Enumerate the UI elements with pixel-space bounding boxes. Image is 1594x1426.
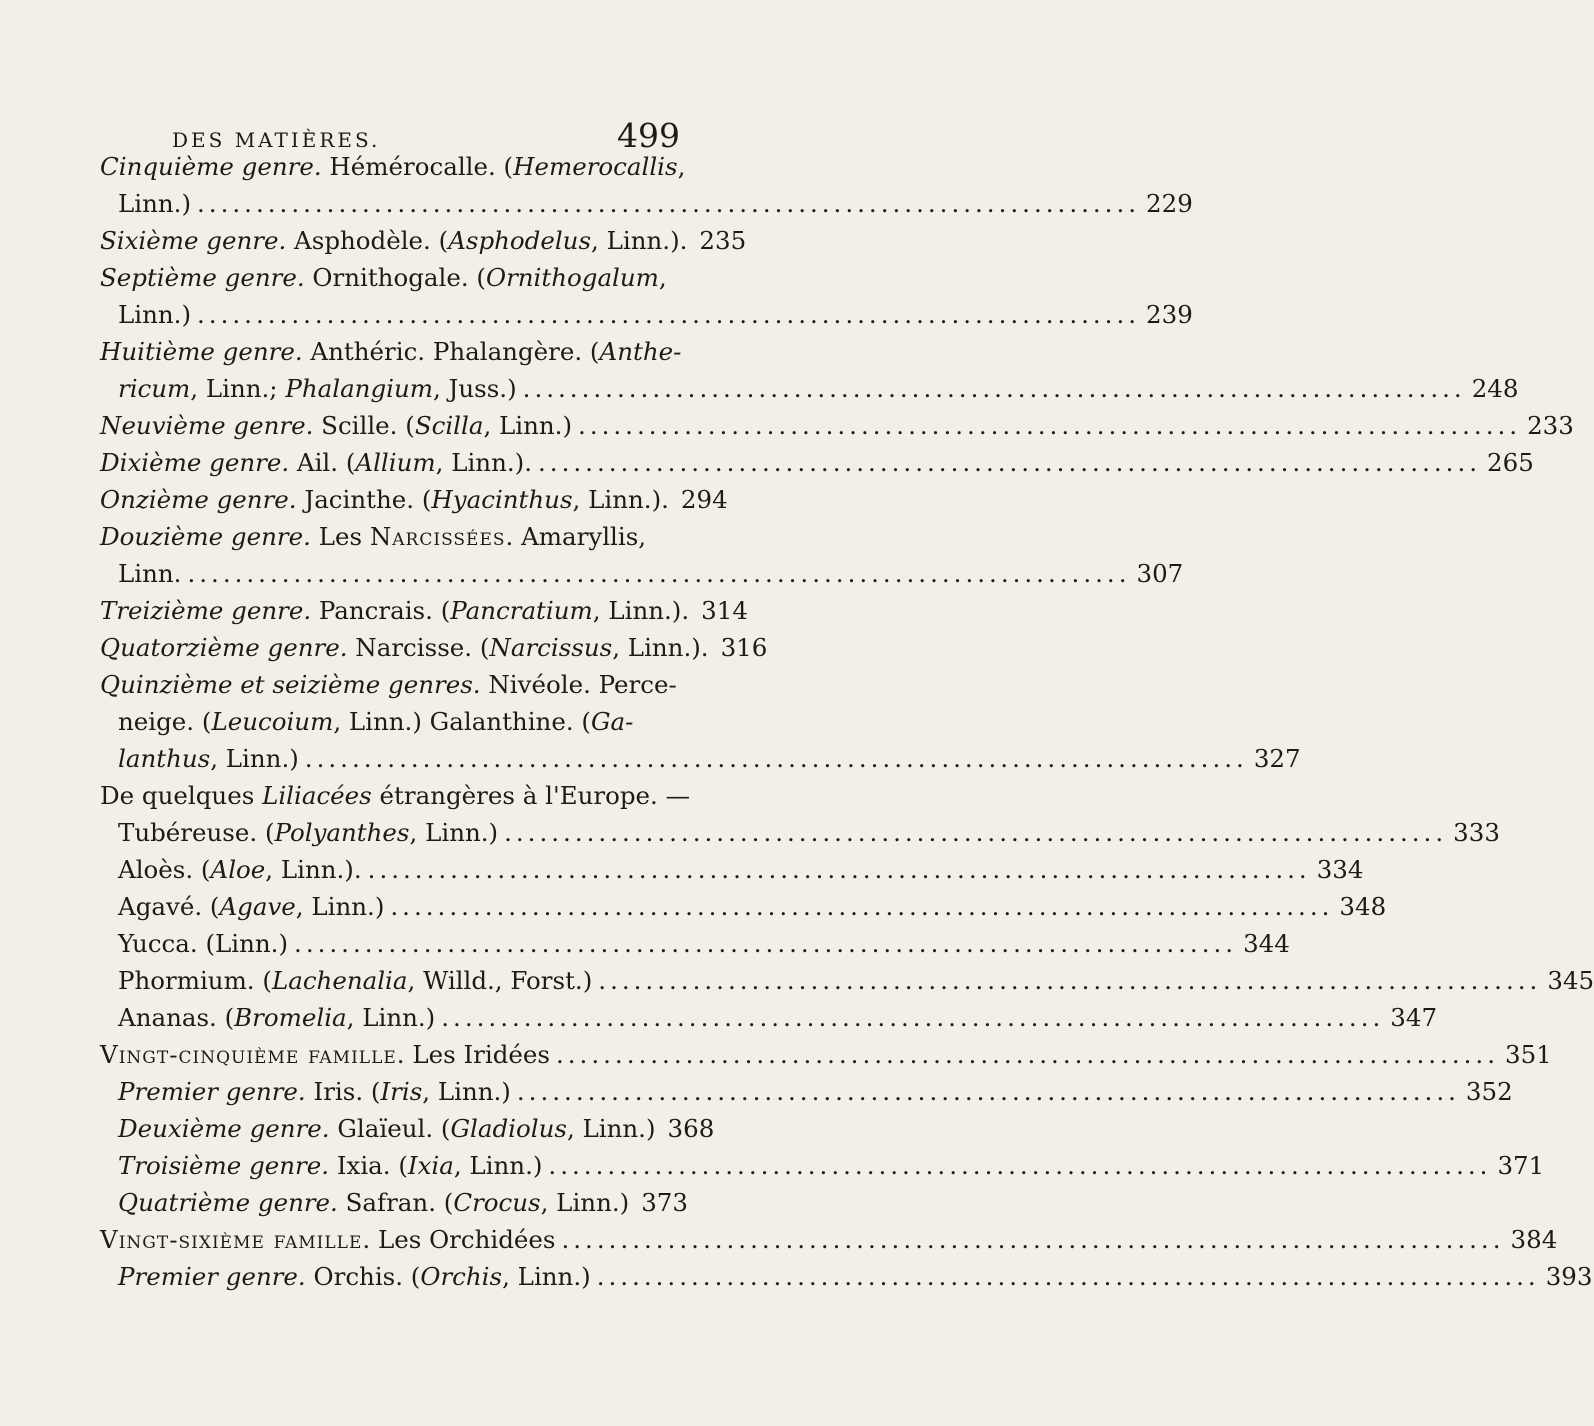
italic-text: Douzième genre. (100, 522, 311, 551)
entry-page-number: 314 (701, 596, 748, 625)
text-run: , Linn.) (502, 1262, 591, 1291)
text-run: Tubéreuse. ( (118, 818, 275, 847)
entry-text (118, 1147, 542, 1185)
entry-page-number: 307 (1136, 559, 1184, 588)
entry-page-number: 334 (1316, 855, 1364, 884)
toc-line (118, 888, 1387, 926)
entry-page-number: 384 (1510, 1225, 1558, 1254)
italic-text: Premier genre. (118, 1077, 306, 1106)
entry-text (118, 1073, 511, 1111)
entry-text (118, 370, 517, 408)
entry-text (118, 185, 191, 223)
entry-text (118, 296, 191, 334)
text-run: , Linn.). (435, 448, 532, 477)
italic-text: Ixia (407, 1151, 454, 1180)
text-run: Orchis. ( (305, 1262, 421, 1291)
text-run: , Linn.) (409, 818, 499, 847)
text-run: , Linn.). (265, 855, 362, 884)
text-run: Linn. (118, 559, 182, 588)
entry-text (118, 1110, 656, 1148)
italic-text: Cinquième genre. (100, 152, 322, 181)
italic-text: Premier genre. (118, 1262, 306, 1291)
running-head: DES MATIÈRES. (172, 128, 381, 152)
dot-leader: ................................................................................ (555, 1040, 1499, 1069)
dot-leader: ................................................................................ (516, 1077, 1460, 1106)
dot-leader: ................................................................................ (304, 744, 1248, 773)
entry-text (100, 259, 667, 297)
text-run: Agavé. ( (118, 892, 220, 921)
entry-page-number: 265 (1487, 448, 1534, 477)
entry-text (118, 888, 384, 926)
italic-text: Asphodelus (448, 226, 592, 255)
entry-text (100, 1036, 550, 1074)
dot-leader: ................................................................................ (294, 929, 1238, 958)
italic-text: Allium (355, 448, 436, 477)
toc-line (100, 666, 678, 704)
text-run: Yucca. (Linn.) (118, 929, 289, 958)
text-run: Narcisse. ( (347, 633, 490, 662)
small-caps-text: Narcissées (369, 522, 506, 551)
entry-text (100, 481, 669, 519)
toc-line (118, 740, 1301, 778)
dot-leader: ................................................................................ (598, 966, 1542, 995)
italic-text: Deuxième genre. (118, 1114, 330, 1143)
toc-line (118, 1073, 1513, 1111)
entry-page-number: 344 (1243, 929, 1290, 958)
italic-text: Narcissus (489, 633, 613, 662)
entry-text (118, 814, 498, 852)
dot-leader: ................................................................................ (578, 411, 1522, 440)
entry-page-number: 348 (1339, 892, 1387, 921)
italic-text: Crocus (453, 1188, 541, 1217)
text-run: , Linn.). (591, 226, 688, 255)
text-run: Asphodèle. ( (286, 226, 449, 255)
text-run: Linn.) (118, 189, 192, 218)
dot-leader: ................................................................................ (504, 818, 1448, 847)
text-run: Ananas. ( (118, 1003, 235, 1032)
text-run: , Linn.) (566, 1114, 656, 1143)
toc-line (100, 629, 768, 667)
text-run: Safran. ( (337, 1188, 454, 1217)
italic-text: Phalangium (285, 374, 433, 403)
italic-text: Scilla (414, 411, 484, 440)
italic-text: Ornithogalum (485, 263, 659, 292)
entry-text (118, 1184, 629, 1222)
text-run: Nivéole. Perce- (480, 670, 677, 699)
text-run: Ail. ( (289, 448, 356, 477)
entry-text (118, 703, 633, 741)
entry-page-number: 316 (720, 633, 768, 662)
entry-page-number: 233 (1527, 411, 1574, 440)
toc-line (118, 1258, 1593, 1296)
toc-line (118, 185, 1193, 223)
small-caps-text: Vingt-sixième famille (100, 1225, 363, 1254)
text-run: , (677, 152, 686, 181)
italic-text: Hemerocallis (513, 152, 678, 181)
page-number: 499 (617, 116, 680, 155)
toc-line (118, 962, 1594, 1000)
toc-line (100, 222, 747, 260)
italic-text: Bromelia (234, 1003, 347, 1032)
toc-line (118, 814, 1500, 852)
text-run: , Linn.) (210, 744, 299, 773)
italic-text: Huitième genre. (100, 337, 303, 366)
toc-line (100, 777, 691, 815)
italic-text: ricum (118, 374, 191, 403)
text-run: , Linn.) (346, 1003, 436, 1032)
italic-text: Septième genre. (100, 263, 305, 292)
text-run: Ornithogale. ( (304, 263, 486, 292)
italic-text: Quatorzième genre. (100, 633, 348, 662)
entry-page-number: 352 (1465, 1077, 1513, 1106)
entry-text (118, 999, 435, 1037)
entry-text (100, 1221, 555, 1259)
entry-page-number: 333 (1453, 818, 1500, 847)
toc-line (118, 1184, 688, 1222)
toc-line (118, 1110, 715, 1148)
text-run: Hémérocalle. ( (321, 152, 514, 181)
dot-leader: ................................................................................ (441, 1003, 1385, 1032)
entry-page-number: 345 (1547, 966, 1594, 995)
dot-leader: ................................................................................ (538, 448, 1482, 477)
text-run: , Linn.) (453, 1151, 543, 1180)
italic-text: lanthus (118, 744, 211, 773)
dot-leader: ................................................................................ (367, 855, 1311, 884)
dot-leader: ................................................................................ (522, 374, 1466, 403)
italic-text: Lachenalia (271, 966, 408, 995)
text-run: Scille. ( (313, 411, 415, 440)
entry-page-number: 351 (1505, 1040, 1552, 1069)
entry-text (100, 518, 646, 556)
entry-page-number: 368 (667, 1114, 715, 1143)
text-run: , Linn.; (190, 374, 286, 403)
text-run: Ixia. ( (329, 1151, 408, 1180)
entry-text (118, 555, 181, 593)
text-run: , Linn.). (592, 596, 690, 625)
italic-text: Agave (219, 892, 296, 921)
text-run: , Linn.) (483, 411, 573, 440)
dot-leader: ................................................................................ (561, 1225, 1505, 1254)
italic-text: Quinzième et seizième genres. (100, 670, 481, 699)
italic-text: Dixième genre. (100, 448, 290, 477)
entry-text (100, 777, 690, 815)
text-run: étrangères à l'Europe. — (371, 781, 691, 810)
entry-text (100, 148, 685, 186)
entry-page-number: 229 (1146, 189, 1193, 218)
italic-text: Leucoium (211, 707, 334, 736)
text-run: , Linn.) (295, 892, 385, 921)
text-run: Jacinthe. ( (296, 485, 432, 514)
entry-page-number: 373 (641, 1188, 688, 1217)
text-run: Aloès. ( (118, 855, 211, 884)
text-run: Phormium. ( (118, 966, 272, 995)
entry-text (100, 407, 572, 445)
entry-text (118, 962, 592, 1000)
italic-text: Neuvième genre. (100, 411, 314, 440)
italic-text: Gladiolus (450, 1114, 567, 1143)
text-run: Les (310, 522, 370, 551)
entry-page-number: 327 (1253, 744, 1301, 773)
toc-line (100, 259, 678, 297)
text-run: , Linn.). (612, 633, 709, 662)
entry-text (118, 925, 288, 963)
dot-leader: ................................................................................ (197, 189, 1141, 218)
text-run: neige. ( (118, 707, 212, 736)
italic-text: Anthe- (599, 337, 682, 366)
dot-leader: ................................................................................ (197, 300, 1141, 329)
italic-text: Troisième genre. (118, 1151, 330, 1180)
dot-leader: ................................................................................ (596, 1262, 1540, 1291)
text-run: , Linn.). (572, 485, 669, 514)
entry-text (118, 851, 362, 889)
text-run: Glaïeul. ( (329, 1114, 451, 1143)
entry-page-number: 235 (699, 226, 747, 255)
text-run: De quelques (100, 781, 263, 810)
text-run: , Juss.) (432, 374, 517, 403)
italic-text: Aloe (210, 855, 266, 884)
toc-line (118, 999, 1438, 1037)
italic-text: Hyacinthus (431, 485, 573, 514)
dot-leader: ................................................................................ (390, 892, 1334, 921)
italic-text: Quatrième genre. (118, 1188, 338, 1217)
text-run: , Linn.) (540, 1188, 630, 1217)
toc-line (100, 1036, 1552, 1074)
toc-line (100, 148, 686, 186)
toc-line (100, 518, 678, 556)
toc-line (100, 1221, 1558, 1259)
entry-text (100, 592, 689, 630)
italic-text: Polyanthes (274, 818, 410, 847)
toc-line (118, 370, 1519, 408)
dot-leader: ................................................................................ (187, 559, 1131, 588)
toc-line (100, 333, 682, 371)
toc-line (118, 555, 1184, 593)
toc-line (100, 592, 748, 630)
entry-text (100, 629, 709, 667)
italic-text: Orchis (420, 1262, 503, 1291)
italic-text: Pancratium (450, 596, 593, 625)
toc-line (118, 1147, 1545, 1185)
italic-text: Iris (380, 1077, 423, 1106)
text-run: . Les Iridées (396, 1040, 550, 1069)
toc-line (118, 703, 678, 741)
entry-page-number: 393 (1545, 1262, 1593, 1291)
entry-page-number: 248 (1471, 374, 1519, 403)
text-run: , Willd., Forst.) (407, 966, 593, 995)
entry-text (118, 740, 299, 778)
entry-text (118, 1258, 591, 1296)
text-run: Pancrais. ( (311, 596, 451, 625)
entry-page-number: 347 (1390, 1003, 1438, 1032)
italic-text: Onzième genre. (100, 485, 297, 514)
toc-line (118, 851, 1364, 889)
italic-text: Ga- (590, 707, 634, 736)
toc-line (118, 296, 1193, 334)
text-run: , (658, 263, 667, 292)
entry-page-number: 294 (680, 485, 728, 514)
entry-page-number: 371 (1497, 1151, 1545, 1180)
entry-text (100, 333, 681, 371)
entry-text (100, 222, 687, 260)
text-run: , Linn.) (422, 1077, 511, 1106)
text-run: Linn.) (118, 300, 192, 329)
italic-text: Liliacées (262, 781, 372, 810)
toc-line (118, 925, 1290, 963)
text-run: Iris. ( (305, 1077, 381, 1106)
entry-page-number: 239 (1146, 300, 1193, 329)
small-caps-text: Vingt-cinquième famille (100, 1040, 397, 1069)
dot-leader: ................................................................................ (548, 1151, 1492, 1180)
page-header (0, 72, 800, 155)
toc-line (100, 481, 728, 519)
italic-text: Treizième genre. (100, 596, 312, 625)
toc-line (100, 444, 1534, 482)
entry-text (100, 666, 677, 704)
text-run: Anthéric. Phalangère. ( (302, 337, 600, 366)
entry-text (100, 444, 532, 482)
toc-line (100, 407, 1574, 445)
text-run: . Les Orchidées (362, 1225, 556, 1254)
italic-text: Sixième genre. (100, 226, 287, 255)
text-run: . Amaryllis, (505, 522, 647, 551)
text-run: , Linn.) Galanthine. ( (333, 707, 591, 736)
